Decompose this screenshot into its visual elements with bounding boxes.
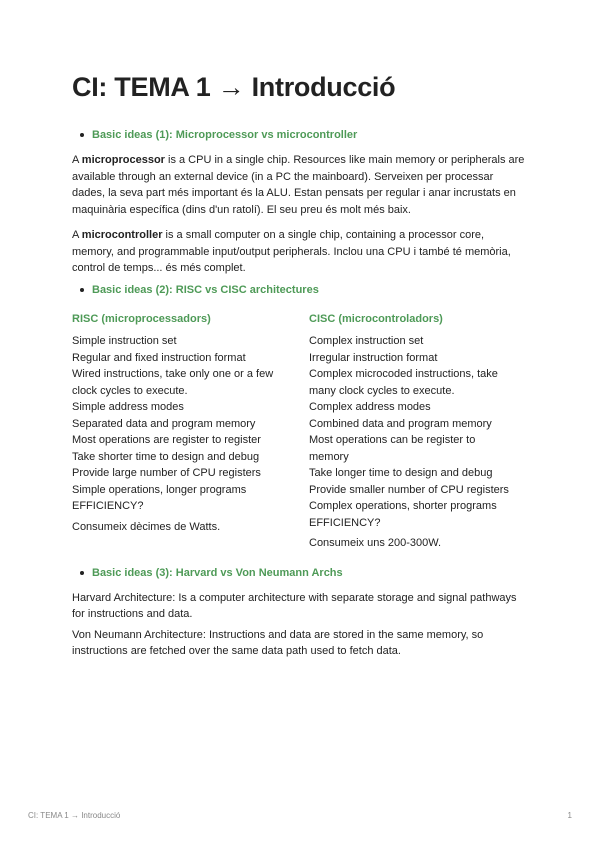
cisc-line: many clock cycles to execute. — [309, 384, 455, 397]
section-heading-1-text: Basic ideas (1): Microprocessor vs microcontroller — [92, 128, 358, 141]
risc-line: EFFICIENCY? — [72, 500, 144, 512]
risc-line: Provide large number of CPU registers — [72, 467, 261, 479]
cisc-line: Combined data and program memory — [309, 417, 492, 430]
paragraph-text: is a CPU in a single chip. Resources like main memory or peripherals are available through an external device (in a PC the mainboard). Serveixen per processar dades, la seva part més important és la ALU. Estan pensats per regular i anar incrustats en maquinària específica (dins d'un ratolí). El seu preu és molt més baix. — [72, 154, 525, 216]
risc-line: clock cycles to execute. — [72, 384, 188, 397]
paragraph-microprocessor — [72, 152, 528, 218]
bullet-dot-icon — [80, 288, 84, 292]
risc-line: Simple address modes — [72, 401, 184, 413]
footer-title: CI: TEMA 1 → Introducció — [28, 811, 121, 820]
cisc-line: Take longer time to design and debug — [309, 467, 493, 479]
section-heading-3 — [72, 565, 528, 582]
risc-cisc-columns — [72, 311, 528, 552]
risc-heading: RISC (microprocessadors) — [72, 312, 211, 325]
risc-line: Most operations are register to register — [72, 434, 261, 446]
paragraph-prefix: A — [72, 154, 82, 166]
cisc-line: Most operations can be register to — [309, 434, 476, 446]
bullet-dot-icon — [80, 571, 84, 575]
cisc-line: Complex address modes — [309, 401, 431, 413]
risc-line: Separated data and program memory — [72, 417, 256, 430]
document-body — [72, 126, 528, 660]
cisc-line: memory — [309, 450, 349, 463]
page-title: CI: TEMA 1 → Introducció — [72, 72, 396, 102]
bullet-dot-icon — [80, 133, 84, 137]
paragraph-harvard: Harvard Architecture: Is a computer architecture with separate storage and signal pathways for instructions and data. — [72, 591, 517, 620]
term-microprocessor: microprocessor — [81, 154, 165, 166]
risc-line: Take shorter time to design and debug — [72, 450, 260, 463]
term-microcontroller: microcontroller — [81, 229, 163, 241]
cisc-column — [309, 311, 528, 552]
risc-column — [72, 311, 291, 552]
cisc-list — [309, 333, 528, 531]
risc-power-note: Consumeix dècimes de Watts. — [72, 520, 221, 533]
cisc-line: Complex operations, shorter programs — [309, 500, 497, 512]
risc-line: Regular and fixed instruction format — [72, 351, 246, 364]
section-heading-2-text: Basic ideas (2): RISC vs CISC architectures — [92, 284, 319, 296]
paragraph-microcontroller — [72, 227, 528, 277]
risc-line: Simple instruction set — [72, 335, 177, 347]
cisc-line: Complex instruction set — [309, 335, 424, 347]
risc-list — [72, 333, 291, 515]
cisc-power-note: Consumeix uns 200-300W. — [309, 537, 442, 549]
paragraph-prefix: A — [72, 229, 82, 241]
paragraph-text: is a small computer on a single chip, containing a processor core, memory, and programmable input/output peripherals. Inclou una CPU i també té memòria, control de temps... és més complet. — [72, 229, 511, 274]
section-heading-2 — [72, 282, 528, 299]
cisc-line: Provide smaller number of CPU registers — [309, 483, 509, 496]
risc-line: Simple operations, longer programs — [72, 483, 247, 496]
section-heading-1 — [72, 126, 528, 143]
cisc-line: EFFICIENCY? — [309, 516, 381, 529]
section-heading-3-text: Basic ideas (3): Harvard vs Von Neumann Archs — [92, 567, 343, 579]
cisc-heading: CISC (microcontroladors) — [309, 312, 443, 325]
risc-line: Wired instructions, take only one or a few — [72, 368, 274, 380]
page-number: 1 — [567, 811, 572, 820]
cisc-line: Complex microcoded instructions, take — [309, 368, 498, 380]
cisc-line: Irregular instruction format — [309, 351, 438, 364]
paragraph-von-neumann: Von Neumann Architecture: Instructions and data are stored in the same memory, so instructions are fetched over the same data path used to fetch data. — [72, 628, 484, 657]
